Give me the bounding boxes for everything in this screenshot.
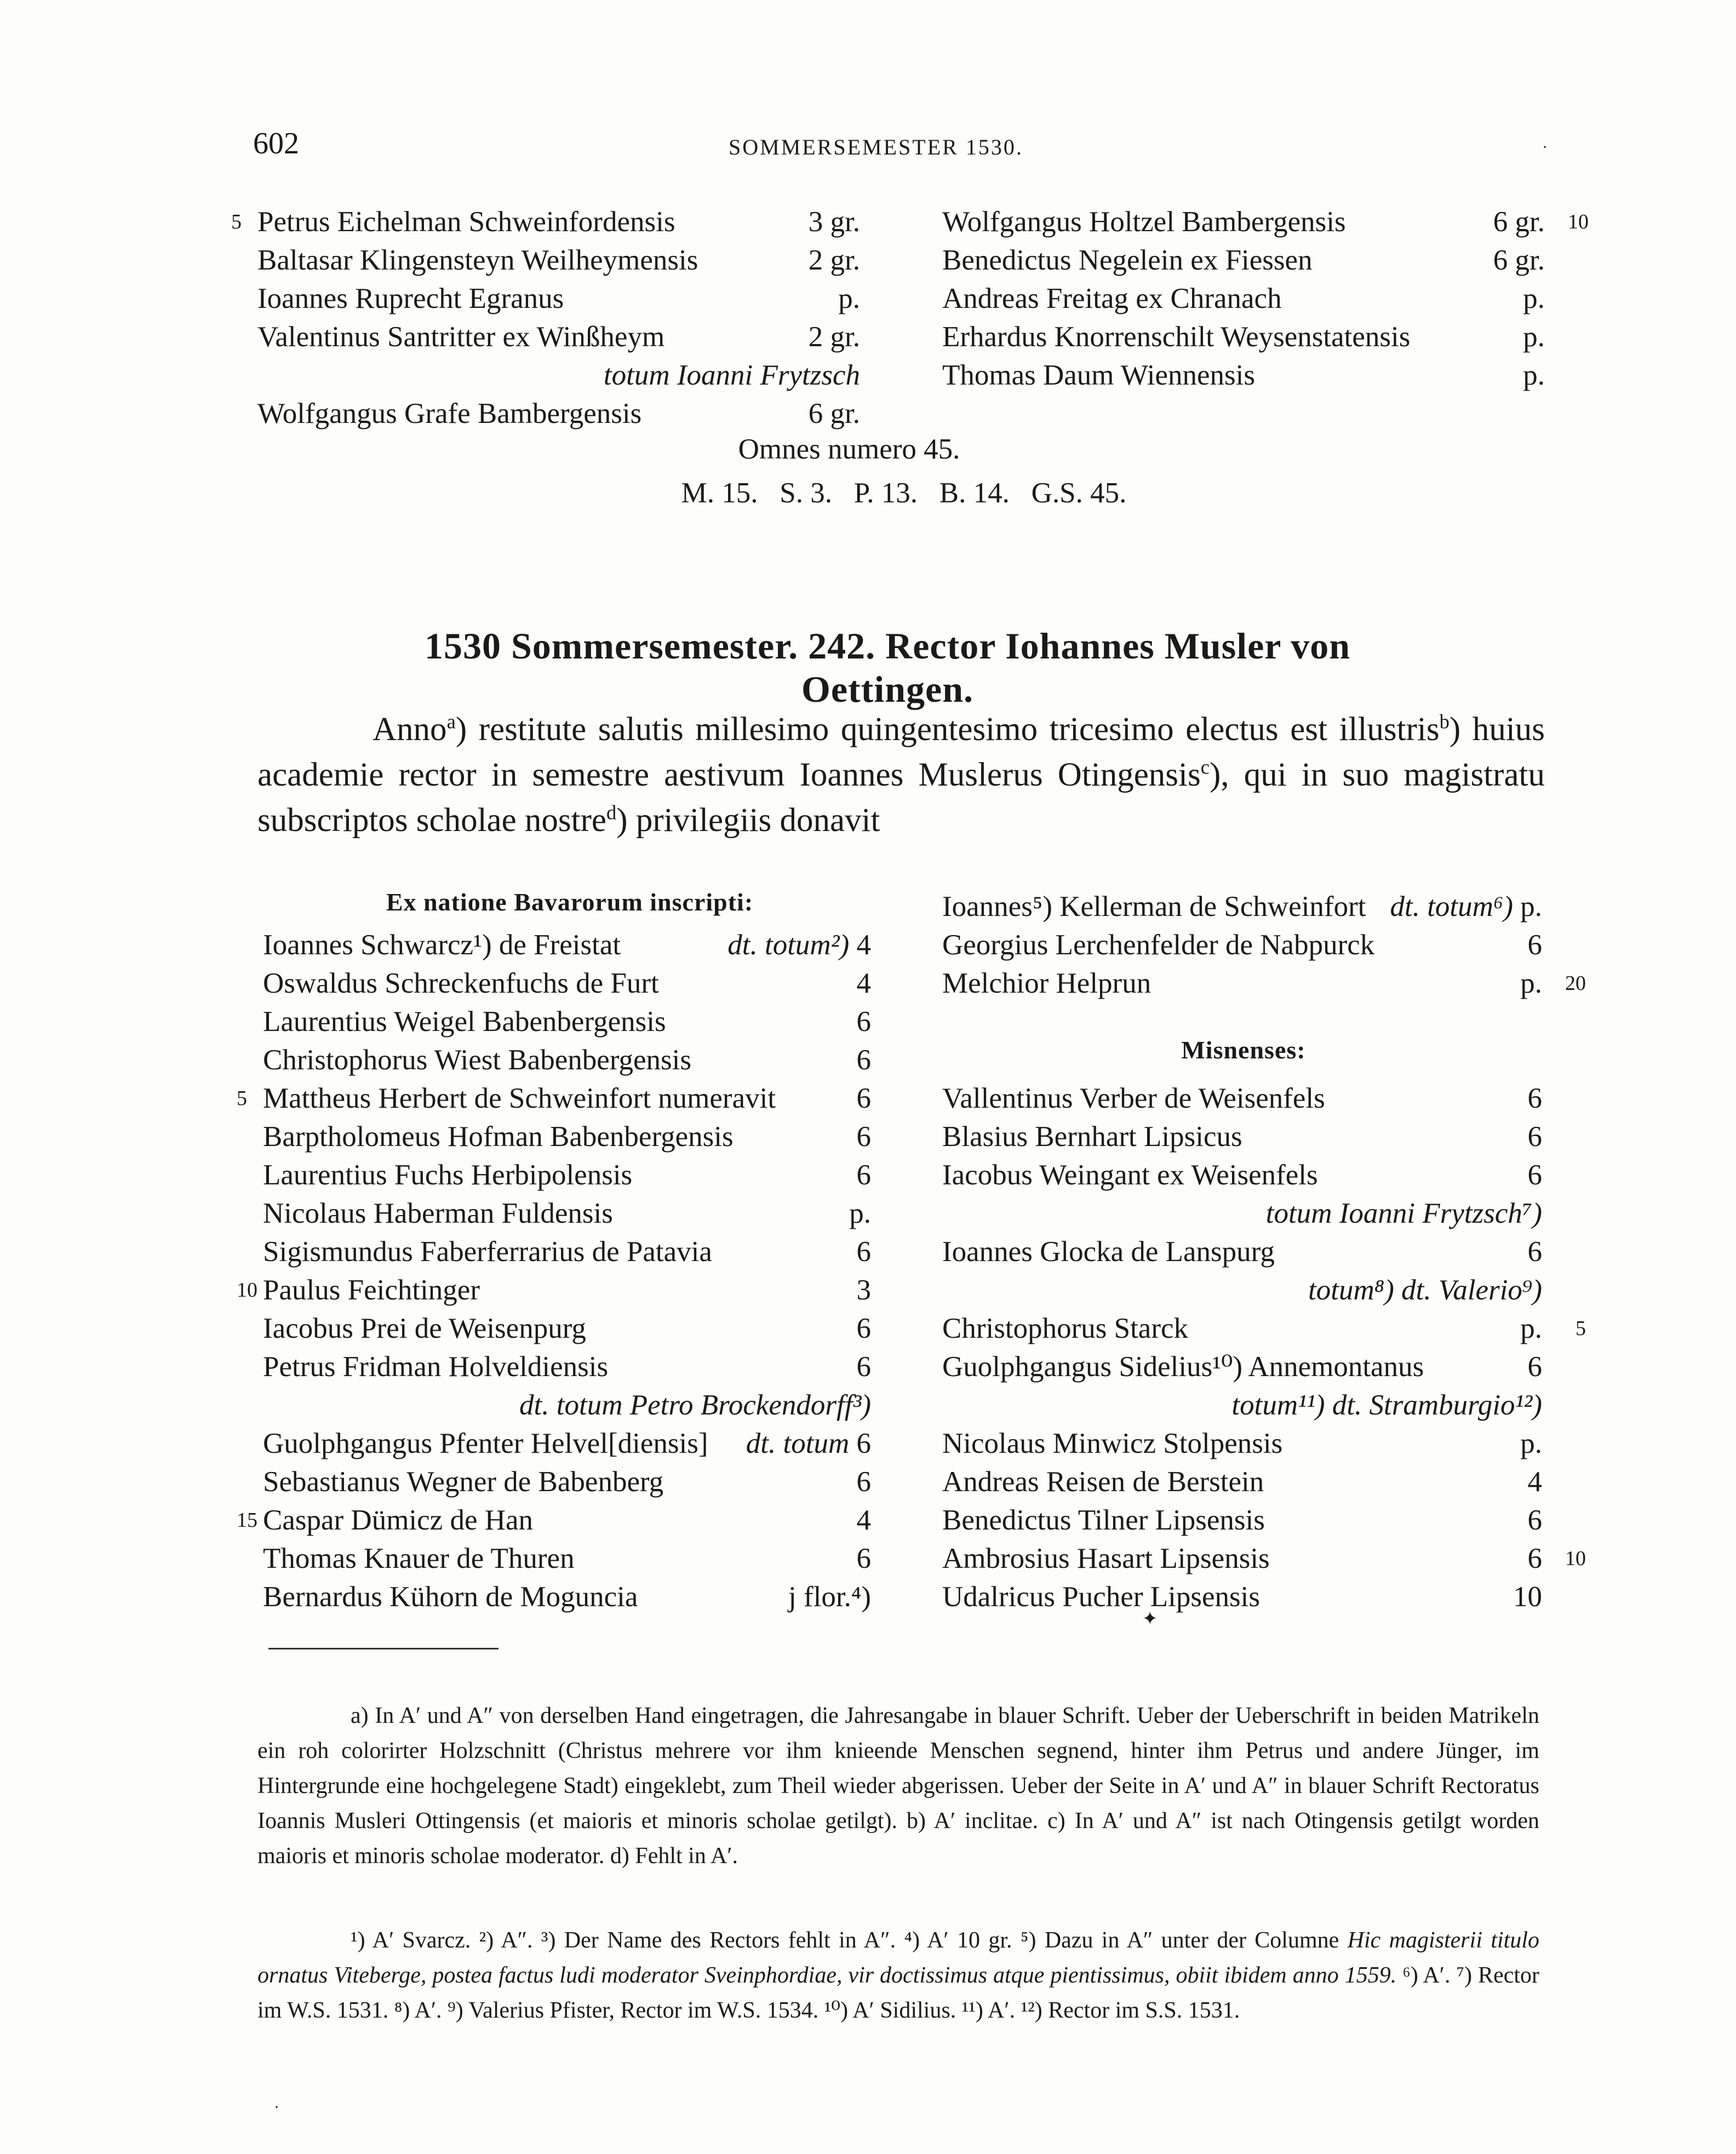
- list-row: [237, 1271, 871, 1309]
- left-column-heading: Ex natione Bavarorum inscripti:: [386, 888, 754, 916]
- entry-name: Paulus Feichtinger: [263, 1274, 480, 1306]
- entry-name: Ioannes Schwarcz¹) de Freistat: [263, 929, 621, 961]
- entry-fee: 6: [856, 1006, 871, 1038]
- entry-name: Melchior Helprun: [942, 967, 1151, 999]
- entry-name: Sebastianus Wegner de Babenberg: [263, 1466, 664, 1498]
- entry-fee: 6: [856, 1044, 871, 1076]
- entry-name: Iacobus Prei de Weisenpurg: [263, 1313, 586, 1344]
- entry-fee: 6: [856, 1236, 871, 1268]
- entry-name: Blasius Bernhart Lipsicus: [942, 1121, 1242, 1153]
- entry-name: Baltasar Klingensteyn Weilheymensis: [257, 244, 698, 276]
- stray-mark: ·: [1542, 138, 1548, 156]
- list-row: [257, 394, 860, 433]
- line-number: 5: [1575, 1317, 1586, 1340]
- list-row: [942, 1424, 1542, 1463]
- entry-fee: 4: [856, 967, 871, 999]
- list-row: [263, 1348, 871, 1386]
- list-row: [942, 1501, 1542, 1539]
- footnote-rule: [268, 1648, 499, 1649]
- footnotes-numbered: ¹) A′ Svarcz. ²) A″. ³) Der Name des Rectors fehlt in A″. ⁴) A′ 10 gr. ⁵) Dazu in A″ unter der Columne Hic magisterii titulo ornatus Viteberge, postea factus ludi moderator Sveinphordiae, vir doctissimus atque pientissimus, obiit ibidem anno 1559. ⁶) A′. ⁷) Rector im W.S. 1531. ⁸) A′. ⁹) Valerius Pfister, Rector im W.S. 1534. ¹⁰) A′ Sidilius. ¹¹) A′. ¹²) Rector im S.S. 1531.: [257, 1928, 1540, 2023]
- entry-fee: 6: [1527, 1504, 1542, 1536]
- entry-fee: totum Ioanni Frytzsch: [603, 359, 860, 391]
- entry-name: Erhardus Knorrenschilt Weysenstatensis: [942, 321, 1411, 353]
- entry-fee: 6: [856, 1159, 871, 1191]
- list-row: [263, 1424, 871, 1463]
- entry-fee: 6: [856, 1082, 871, 1114]
- entry-fee: 2 gr.: [808, 321, 860, 353]
- entry-name: Laurentius Fuchs Herbipolensis: [263, 1159, 633, 1191]
- list-row: [942, 1271, 1542, 1309]
- entry-fee: 6: [1527, 1121, 1542, 1153]
- entry-note: dt. totum²): [727, 929, 850, 961]
- line-number: 10: [237, 1279, 257, 1302]
- list-row: [942, 1079, 1542, 1118]
- list-row: [237, 1501, 871, 1539]
- entry-fee: p.: [1520, 967, 1542, 999]
- line-number: 15: [237, 1509, 257, 1532]
- entry-note: totum⁸) dt. Valerio⁹): [1308, 1274, 1542, 1306]
- entry-name: Nicolaus Haberman Fuldensis: [263, 1198, 613, 1229]
- entry-name: Wolfgangus Grafe Bambergensis: [257, 398, 642, 429]
- line-number: 20: [1565, 972, 1586, 995]
- entry-fee: p.: [1523, 359, 1545, 391]
- entry-fee: 4: [856, 929, 871, 961]
- entry-name: Bernardus Kühorn de Moguncia: [263, 1581, 638, 1613]
- entry-fee: 6 gr.: [1493, 244, 1545, 276]
- list-row: [263, 1194, 871, 1233]
- entry-fee: p.: [838, 283, 860, 314]
- footnotes-lettered: a) In A′ und A″ von derselben Hand eingetragen, die Jahresangabe in blauer Schrift. Ueber der Ueberschrift in beiden Matrikeln ein roh colorirter Holzschnitt (Christus mehrere vor ihm knieende Menschen segnend, hinter ihm Petrus und andere Jünger, im Hintergrunde eine hochgelegene Stadt) eingeklebt, zum Theil wieder abgerissen. Ueber der Seite in A′ und A″ in blauer Schrift Rectoratus Ioannis Musleri Ottingensis (et maioris et minoris scholae getilgt). b) A′ inclitae. c) In A′ und A″ ist nach Otingensis getilgt worden maioris et minoris scholae moderator. d) Fehlt in A′.: [257, 1703, 1539, 1869]
- line-number: 5: [231, 210, 242, 233]
- entry-name: Ioannes Ruprecht Egranus: [257, 283, 564, 314]
- entry-name: Guolphgangus Pfenter Helvel[diensis]: [263, 1428, 708, 1459]
- list-row: [942, 279, 1545, 318]
- entry-fee: 6: [1527, 1082, 1542, 1114]
- list-row: [942, 887, 1542, 926]
- intro-paragraph: Anno$^a$) restitute salutis millesimo quingentesimo tricesimo electus est illustris$^b$) huius academie rector in semestre aestivum Ioannes Muslerus Otingensis$^c$), qui in suo magistratu subscriptos scholae nostre$^d$) privilegiis donavit: [257, 710, 1545, 839]
- list-row: [263, 964, 871, 1002]
- running-title: SOMMERSEMESTER 1530.: [729, 135, 1023, 159]
- list-row: [257, 356, 860, 394]
- entry-name: Barptholomeus Hofman Babenbergensis: [263, 1121, 734, 1153]
- list-row: [263, 1233, 871, 1271]
- list-row: [942, 1463, 1542, 1501]
- entry-fee: 3: [856, 1274, 871, 1306]
- list-row: [263, 926, 871, 964]
- stray-mark-2: ✦: [1142, 1609, 1158, 1629]
- entry-name: Ioannes Glocka de Lanspurg: [942, 1236, 1275, 1268]
- entry-name: Iacobus Weingant ex Weisenfels: [942, 1159, 1318, 1191]
- list-row: [263, 1041, 871, 1079]
- entry-note: dt. totum Petro Brockendorff³): [519, 1389, 871, 1421]
- list-row: [257, 241, 860, 279]
- entry-fee: 6: [1527, 929, 1542, 961]
- list-row: [263, 1539, 871, 1578]
- entry-fee: p.: [1520, 891, 1542, 923]
- list-row: [237, 1079, 871, 1118]
- entry-fee: 6: [1527, 1351, 1542, 1383]
- totals-summary: M. 15. S. 3. P. 13. B. 14. G.S. 45.: [681, 477, 1127, 509]
- entry-fee: 6: [1527, 1543, 1542, 1574]
- entry-name: Benedictus Negelein ex Fiessen: [942, 244, 1313, 276]
- stray-mark-3: ·: [274, 2098, 279, 2116]
- entry-note: totum Ioanni Frytzsch⁷): [1265, 1198, 1542, 1229]
- list-row: [263, 1386, 871, 1424]
- entry-fee: p.: [1520, 1313, 1542, 1344]
- entry-fee: 6: [856, 1428, 871, 1459]
- entry-name: Petrus Eichelman Schweinfordensis: [257, 206, 675, 238]
- right-column-heading: Misnenses:: [1181, 1036, 1306, 1064]
- entry-fee: 6 gr.: [1493, 206, 1545, 238]
- list-row: [942, 1578, 1542, 1616]
- entry-note: dt. totum: [746, 1428, 850, 1459]
- entry-fee: 4: [856, 1504, 871, 1536]
- entry-fee: 6: [856, 1313, 871, 1344]
- entry-name: Petrus Fridman Holveldiensis: [263, 1351, 609, 1383]
- list-row: [263, 1118, 871, 1156]
- entry-fee: 6 gr.: [808, 398, 860, 429]
- list-row: [257, 318, 860, 356]
- list-row: [942, 964, 1586, 1002]
- list-row: [942, 241, 1545, 279]
- entry-name: Laurentius Weigel Babenbergensis: [263, 1006, 666, 1038]
- section-heading: 1530 Sommersemester. 242. Rector Iohannes Musler von Oettingen.: [424, 625, 1351, 710]
- list-row: [942, 1386, 1542, 1424]
- list-row: [942, 356, 1545, 394]
- list-row: [942, 1309, 1586, 1348]
- omnes-total: Omnes numero 45.: [738, 433, 960, 465]
- entry-fee: 6: [1527, 1236, 1542, 1268]
- entry-name: Benedictus Tilner Lipsensis: [942, 1504, 1265, 1536]
- list-row: [942, 318, 1545, 356]
- list-row: [942, 1348, 1542, 1386]
- entry-name: Vallentinus Verber de Weisenfels: [942, 1082, 1325, 1114]
- entry-name: Oswaldus Schreckenfuchs de Furt: [263, 967, 659, 999]
- entry-fee: 2 gr.: [808, 244, 860, 276]
- line-number: 10: [1568, 210, 1589, 233]
- entry-name: Thomas Daum Wiennensis: [942, 359, 1255, 391]
- list-row: [942, 1118, 1542, 1156]
- entry-name: Georgius Lerchenfelder de Nabpurck: [942, 929, 1375, 961]
- entry-name: Thomas Knauer de Thuren: [263, 1543, 575, 1574]
- entry-name: Andreas Reisen de Berstein: [942, 1466, 1264, 1498]
- list-row: [942, 1156, 1542, 1194]
- entry-name: Udalricus Pucher Lipsensis: [942, 1581, 1260, 1613]
- list-row: [942, 1539, 1586, 1578]
- list-row: [942, 1233, 1542, 1271]
- entry-name: Nicolaus Minwicz Stolpensis: [942, 1428, 1283, 1459]
- entry-name: Guolphgangus Sidelius¹⁰) Annemontanus: [942, 1351, 1424, 1383]
- entry-fee: j flor.⁴): [788, 1581, 871, 1613]
- entry-fee: p.: [1520, 1428, 1542, 1459]
- list-row: [263, 1156, 871, 1194]
- entry-name: Mattheus Herbert de Schweinfort numeravit: [263, 1082, 776, 1114]
- line-number: 5: [237, 1087, 247, 1110]
- entry-name: Christophorus Wiest Babenbergensis: [263, 1044, 692, 1076]
- page-number: 602: [253, 127, 299, 161]
- list-row: [263, 1463, 871, 1501]
- entry-name: Andreas Freitag ex Chranach: [942, 283, 1282, 314]
- entry-fee: 6: [856, 1351, 871, 1383]
- entry-fee: 6: [856, 1121, 871, 1153]
- entry-name: Christophorus Starck: [942, 1313, 1188, 1344]
- entry-fee: 6: [1527, 1159, 1542, 1191]
- entry-name: Valentinus Santritter ex Winßheym: [257, 321, 665, 353]
- list-row: [942, 203, 1589, 241]
- list-row: [263, 1578, 871, 1616]
- list-row: [231, 203, 860, 241]
- entry-note: totum¹¹) dt. Stramburgio¹²): [1231, 1389, 1542, 1421]
- entry-name: Ioannes⁵) Kellerman de Schweinfort: [942, 891, 1366, 923]
- entry-fee: 3 gr.: [808, 206, 860, 238]
- entry-fee: 10: [1513, 1581, 1542, 1613]
- entry-name: Sigismundus Faberferrarius de Patavia: [263, 1236, 712, 1268]
- entry-fee: 6: [856, 1543, 871, 1574]
- line-number: 10: [1565, 1547, 1586, 1570]
- entry-fee: 4: [1527, 1466, 1542, 1498]
- entry-fee: p.: [849, 1198, 871, 1229]
- list-row: [942, 1194, 1542, 1233]
- list-row: [942, 926, 1542, 964]
- entry-fee: 6: [856, 1466, 871, 1498]
- entry-note: dt. totum⁶): [1390, 891, 1513, 923]
- entry-fee: p.: [1523, 321, 1545, 353]
- list-row: [263, 1309, 871, 1348]
- entry-fee: p.: [1523, 283, 1545, 314]
- entry-name: Wolfgangus Holtzel Bambergensis: [942, 206, 1346, 238]
- entry-name: Caspar Dümicz de Han: [263, 1504, 534, 1536]
- list-row: [263, 1002, 871, 1041]
- entry-name: Ambrosius Hasart Lipsensis: [942, 1543, 1270, 1574]
- list-row: [257, 279, 860, 318]
